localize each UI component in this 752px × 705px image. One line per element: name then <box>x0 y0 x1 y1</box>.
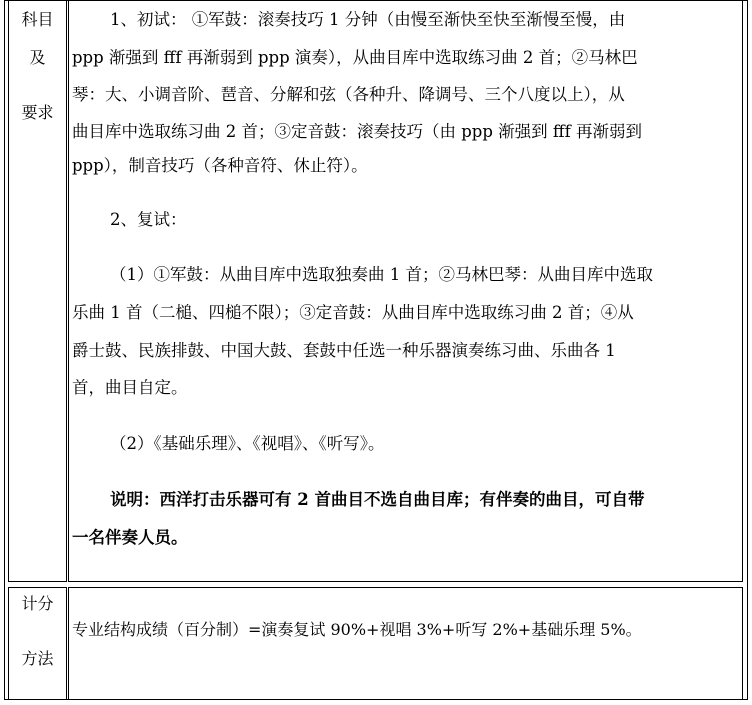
retest-item2: （2）《基础乐理》、《视唱》、《听写》。 <box>110 434 385 453</box>
scoring-content-cell <box>68 587 743 700</box>
retest-item1-line-4: 首，曲目自定。 <box>72 378 188 397</box>
retest-heading: 2、复试： <box>110 210 187 229</box>
retest-item1-line-2: 乐曲 1 首（二槌、四槌不限）；③定音鼓：从曲目库中选取练习曲 2 首；④从 <box>72 303 634 322</box>
retest-item1-line-1: （1）①军鼓：从曲目库中选取独奏曲 1 首；②马林巴琴：从曲目库中选取 <box>110 265 653 284</box>
note-line-2: 一名伴奏人员。 <box>72 528 188 547</box>
retest-item1-line-3: 爵士鼓、民族排鼓、中国大鼓、套鼓中任选一种乐器演奏练习曲、乐曲各 1 <box>72 341 616 360</box>
initial-exam-line-4: 曲目库中选取练习曲 2 首；③定音鼓：滚奏技巧（由 ppp 渐强到 fff 再渐弱到 <box>72 122 642 141</box>
initial-exam-line-3: 琴：大、小调音阶、琶音、分解和弦（各种升、降调号、三个八度以上），从 <box>72 85 625 104</box>
initial-exam-line-2: ppp 渐强到 fff 再渐弱到 ppp 演奏），从曲目库中选取练习曲 2 首；②马林巴 <box>72 48 638 67</box>
note-line-1: 说明：西洋打击乐器可有 2 首曲目不选自曲目库；有伴奏的曲目，可自带 <box>110 490 645 509</box>
initial-exam-line-1: 1、初试： ①军鼓：滚奏技巧 1 分钟（由慢至渐快至快至渐慢至慢，由 <box>110 10 626 29</box>
subject-label-line-3: 要求 <box>21 103 54 122</box>
scoring-formula: 专业结构成绩（百分制）=演奏复试 90%+视唱 3%+听写 2%+基础乐理 5%。 <box>72 620 642 639</box>
scoring-label-line-1: 计分 <box>21 594 54 613</box>
scoring-label-line-2: 方法 <box>21 649 54 668</box>
subject-label-line-1: 科目 <box>21 10 54 29</box>
subject-label-cell <box>8 0 67 582</box>
initial-exam-line-5: ppp），制音技巧（各种音符、休止符）。 <box>72 156 368 175</box>
subject-label-line-2: 及 <box>29 48 46 67</box>
